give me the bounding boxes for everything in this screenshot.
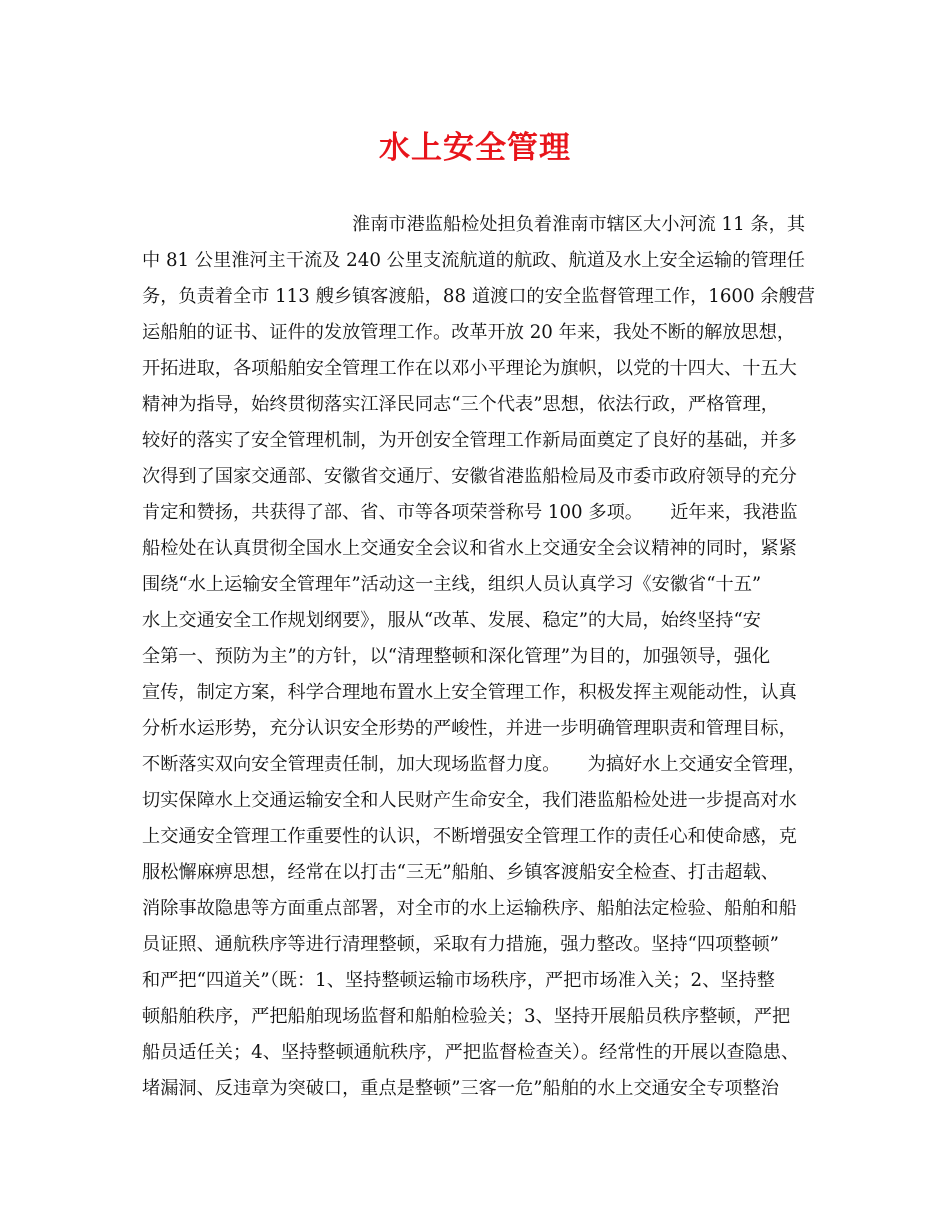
- body-line: 中 81 公里淮河主干流及 240 公里支流航道的航政、航道及水上安全运输的管理任: [142, 250, 805, 271]
- body-line: 上交通安全管理工作重要性的认识，不断增强安全管理工作的责任心和使命感，克: [142, 826, 797, 847]
- body-line: 围绕“水上运输安全管理年”活动这一主线，组织人员认真学习《安徽省“十五”: [142, 574, 762, 595]
- body-line: 和严把“四道关”（既：1、坚持整顿运输市场秩序，严把市场准入关；2、坚持整: [142, 970, 775, 991]
- body-line: 较好的落实了安全管理机制，为开创安全管理工作新局面奠定了良好的基础，并多: [142, 430, 797, 451]
- body-line: 淮南市港监船检处担负着淮南市辖区大小河流 11 条，其: [352, 214, 806, 235]
- body-line: 务，负责着全市 113 艘乡镇客渡船，88 道渡口的安全监督管理工作，1600 余艘营: [142, 286, 815, 307]
- body-line: 开拓进取，各项船舶安全管理工作在以邓小平理论为旗帜，以党的十四大、十五大: [142, 358, 797, 379]
- body-line: 服松懈麻痹思想，经常在以打击“三无”船舶、乡镇客渡船安全检查、打击超载、: [142, 862, 779, 883]
- body-line: 全第一、预防为主”的方针，以“清理整顿和深化管理”为目的，加强领导，强化: [142, 646, 771, 667]
- body-line: 船检处在认真贯彻全国水上交通安全会议和省水上交通安全会议精神的同时，紧紧: [142, 538, 797, 559]
- body-line: 次得到了国家交通部、安徽省交通厅、安徽省港监船检局及市委市政府领导的充分: [142, 466, 797, 487]
- body-line: 肯定和赞扬，共获得了部、省、市等各项荣誉称号 100 多项。 近年来，我港监: [142, 502, 798, 523]
- body-line: 精神为指导，始终贯彻落实江泽民同志“三个代表”思想，依法行政，严格管理，: [142, 394, 779, 415]
- body-line: 水上交通安全工作规划纲要》，服从“改革、发展、稳定”的大局，始终坚持“安: [142, 610, 761, 631]
- body-line: 堵漏洞、反违章为突破口，重点是整顿”三客一危”船舶的水上交通安全专项整治: [142, 1078, 779, 1099]
- body-line: 员证照、通航秩序等进行清理整顿，采取有力措施，强力整改。坚持“四项整顿”: [142, 934, 779, 955]
- body-line: 船员适任关；4、坚持整顿通航秩序，严把监督检查关）。经常性的开展以查隐患、: [142, 1042, 800, 1063]
- body-line: 不断落实双向安全管理责任制，加大现场监督力度。 为搞好水上交通安全管理，: [142, 754, 806, 775]
- body-line: 消除事故隐患等方面重点部署，对全市的水上运输秩序、船舶法定检验、船舶和船: [142, 898, 797, 919]
- body-line: 分析水运形势，充分认识安全形势的严峻性，并进一步明确管理职责和管理目标，: [142, 718, 797, 739]
- document-body: [142, 207, 822, 1107]
- body-line: 宣传，制定方案，科学合理地布置水上安全管理工作，积极发挥主观能动性，认真: [142, 682, 797, 703]
- body-line: 顿船舶秩序，严把船舶现场监督和船舶检验关；3、坚持开展船员秩序整顿，严把: [142, 1006, 791, 1027]
- document-title: 水上安全管理: [379, 130, 571, 166]
- body-line: 运船舶的证书、证件的发放管理工作。改革开放 20 年来，我处不断的解放思想，: [142, 322, 796, 343]
- body-line: 切实保障水上交通运输安全和人民财产生命安全，我们港监船检处进一步提高对水: [142, 790, 797, 811]
